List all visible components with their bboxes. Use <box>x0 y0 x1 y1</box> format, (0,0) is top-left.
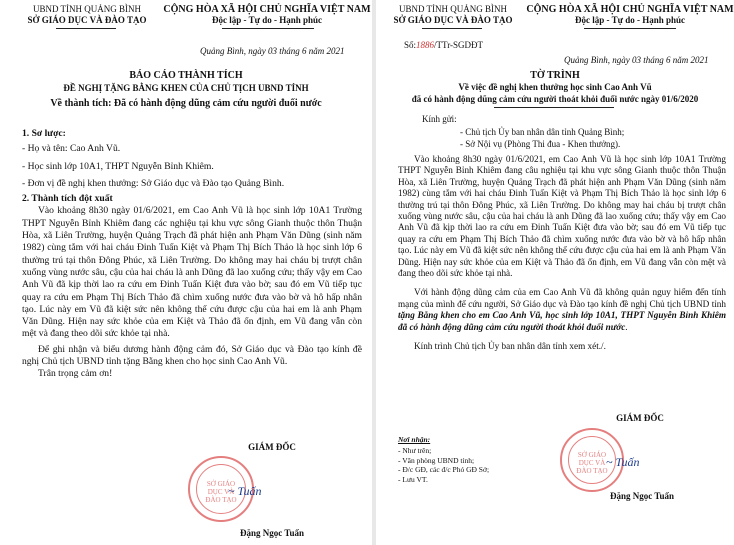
department-name: SỞ GIÁO DỤC VÀ ĐÀO TẠO <box>27 15 147 25</box>
recipient-2: - Sở Nội vụ (Phòng Thi đua - Khen thưởng). <box>460 139 621 149</box>
document-date: Quảng Bình, ngày 03 tháng 6 năm 2021 <box>200 46 345 56</box>
report-subtitle: ĐỀ NGHỊ TẶNG BẰNG KHEN CỦA CHỦ TỊCH UBND TỈNH <box>63 83 309 93</box>
signer-name: Đặng Ngọc Tuấn <box>609 491 675 501</box>
recipients-item: - Lưu VT. <box>398 474 428 484</box>
recipients-heading: Nơi nhận: <box>398 435 431 444</box>
request-paragraph: Với hành động dũng cảm của em Cao Anh Vũ đã không quản nguy hiểm đến tính mạng của mình để cứu người, Sở Giáo dục và Đào tạo kính đề nghị Chủ tịch UBND tỉnh tặng Bằng khen cho em Cao Anh Vũ, học sinh lớp 10A1, THPT Nguyễn Bỉnh Khiêm đã có hành động dũng cảm cứu người thoát khỏi đuối nước. <box>398 287 726 332</box>
report-body <box>22 128 362 381</box>
proposal-title: TỜ TRÌNH <box>530 70 580 81</box>
motto-rule <box>222 28 314 29</box>
signature: ~ Tuấn <box>228 484 262 498</box>
document-number: Số:1886/TTr-SGDĐT <box>404 40 484 50</box>
signer-title: GIÁM ĐỐC <box>248 442 296 452</box>
subject-rule <box>494 107 614 108</box>
header-rule <box>422 28 482 29</box>
closing-paragraph: Để ghi nhận và biểu dương hành động cảm đó, Sở Giáo dục và Đào tạo kính đề nghị Chủ tịch UBND tỉnh tặng Bằng khen cho học sinh Cao Anh Vũ. <box>22 343 362 368</box>
motto: Độc lập - Tự do - Hạnh phúc <box>574 15 685 25</box>
nation-title: CỘNG HÒA XÃ HỘI CHỦ NGHĨA VIỆT NAM <box>163 4 371 15</box>
document-date: Quảng Bình, ngày 03 tháng 6 năm 2021 <box>564 55 709 65</box>
subject-line-1: Về việc đề nghị khen thưởng học sinh Cao Anh Vũ <box>458 82 652 92</box>
motto: Độc lập - Tự do - Hạnh phúc <box>211 15 322 25</box>
stamp-text: SỞ GIÁO DỤC VÀ ĐÀO TẠO <box>205 480 237 504</box>
department-name: SỞ GIÁO DỤC VÀ ĐÀO TẠO <box>393 15 513 25</box>
proposal-body <box>398 154 726 353</box>
person-name: - Họ và tên: Cao Anh Vũ. <box>22 143 121 155</box>
submission-line: Kính trình Chủ tịch Ủy ban nhân dân tỉnh xem xét./. <box>414 341 606 352</box>
award-request: tặng Bằng khen cho em Cao Anh Vũ, học sinh lớp 10A1, THPT Nguyễn Bỉnh Khiêm đã có hành động dũng cảm cứu người thoát khỏi đuối nước <box>398 310 726 332</box>
signer-title: GIÁM ĐỐC <box>616 413 664 423</box>
signature: ~ Tuấn <box>606 455 640 469</box>
person-class: - Học sinh lớp 10A1, THPT Nguyễn Bỉnh Khiêm. <box>22 160 214 172</box>
report-title: BÁO CÁO THÀNH TÍCH <box>129 70 243 81</box>
recipients-item: - Như trên; <box>398 446 432 455</box>
nominating-unit: - Đơn vị đề nghị khen thưởng: Sở Giáo dục và Đào tạo Quảng Bình. <box>22 177 285 189</box>
recipients-item: - Đ/c GĐ, các đ/c Phó GĐ Sở; <box>398 465 490 474</box>
achievement-line: Về thành tích: Đã có hành động dũng cảm cứu người đuối nước <box>50 98 322 109</box>
proposal-document <box>376 0 734 545</box>
recipients-list <box>398 446 489 484</box>
incident-paragraph: Vào khoảng 8h30 ngày 01/6/2021, em Cao Anh Vũ là học sinh lớp 10A1 Trường THPT Nguyễn Bỉnh Khiêm đang câu nghiệu tại khu vực sông Gianh thuộc thôn Thuận Hòa, xã Liên Trường, huyện Quảng Trạch đã phát hiện anh Phạm Văn Dũng (sinh năm 1982) cùng tắm với hai cháu Đinh Tuấn Kiệt và Phạm Thị Bích Thảo là học sinh lớp 6 thường trú tại thôn Đông Phúc, xã Liên Trường. Do không may hai cháu bị trượt chân xuống vùng nước sâu, cậu của hai cháu là anh Dũng đã lao xuống cứu; thấy vậy em Cao Anh Vũ đã kịp thời lao ra cứu em Đinh Tuấn Kiệt đưa vào bờ; sau đó em Vũ tiếp tục quay ra cứu em Phạm Thị Bích Thảo đã chìm xuống nước đưa vào bờ và hô hấp nhân tạo. Lúc này em Vũ đã kiệt sức nên không thể cứu được cậu của hai em là anh Phạm Văn Dũng. Hiện nay sức khỏe của em Kiệt và Thảo đã ổn định, em Vũ đang vẫn còn mệt và đang theo dõi sức khỏe tại nhà. <box>398 154 726 279</box>
header-rule <box>56 28 116 29</box>
subject-line-2: đã có hành động dũng cảm cứu người thoát khỏi đuối nước ngày 01/6/2020 <box>411 94 699 104</box>
recipient-1: - Chủ tịch Ủy ban nhân dân tỉnh Quảng Bình; <box>460 127 625 137</box>
signer-name: Đặng Ngọc Tuấn <box>239 528 305 538</box>
serial-number: 1886 <box>416 40 435 50</box>
section-1-heading: 1. Sơ lược: <box>22 128 66 139</box>
motto-rule <box>584 28 676 29</box>
nation-title: CỘNG HÒA XÃ HỘI CHỦ NGHĨA VIỆT NAM <box>526 4 734 15</box>
section-2-heading: 2. Thành tích đột xuất <box>22 193 113 205</box>
greeting: Kính gửi: <box>422 114 457 124</box>
recipients-item: - Văn phòng UBND tỉnh; <box>398 455 475 465</box>
section-2-text: Vào khoảng 8h30 ngày 01/6/2021, em Cao Anh Vũ là học sinh lớp 10A1 Trường THPT Nguyễn Bỉnh Khiêm đang các nghiệu tại khu vực sông Gianh thuộc thôn Thuận Hòa, xã Liên Trường, huyện Quảng Trạch đã phát hiện anh Phạm Văn Dũng (sinh năm 1982) cùng tắm với hai cháu Đinh Tuấn Kiệt và Phạm Thị Bích Thảo là học sinh lớp 6 thường trú tại thôn Đông Phúc, xã Liên Trường. Do không may hai cháu bị trượt chân xuống vùng nước sâu, cậu của hai cháu là anh Dũng đã lao xuống cứu; thấy vậy em Cao Anh Vũ đã kịp thời lao ra cứu em Đinh Tuấn Kiệt đưa vào bờ; sau đó em Vũ tiếp tục quay ra cứu em Phạm Thị Bích Thảo đã chìm xuống nước đưa vào bờ và hô hấp nhân tạo. Lúc này em Vũ đã kiệt sức nên không thể cứu được cậu của hai em là anh Phạm Văn Dũng. Hiện nay sức khỏe của em Kiệt và Thảo đã ổn định, em Vũ đang vẫn còn mệt và đang theo dõi sức khỏe tại nhà. <box>22 205 362 340</box>
stamp-text: SỞ GIÁO DỤC VÀ ĐÀO TẠO <box>576 451 608 475</box>
agency-name: UBND TỈNH QUẢNG BÌNH <box>32 4 142 14</box>
regards: Trân trọng cảm ơn! <box>38 368 113 380</box>
agency-name: UBND TỈNH QUẢNG BÌNH <box>398 4 508 14</box>
